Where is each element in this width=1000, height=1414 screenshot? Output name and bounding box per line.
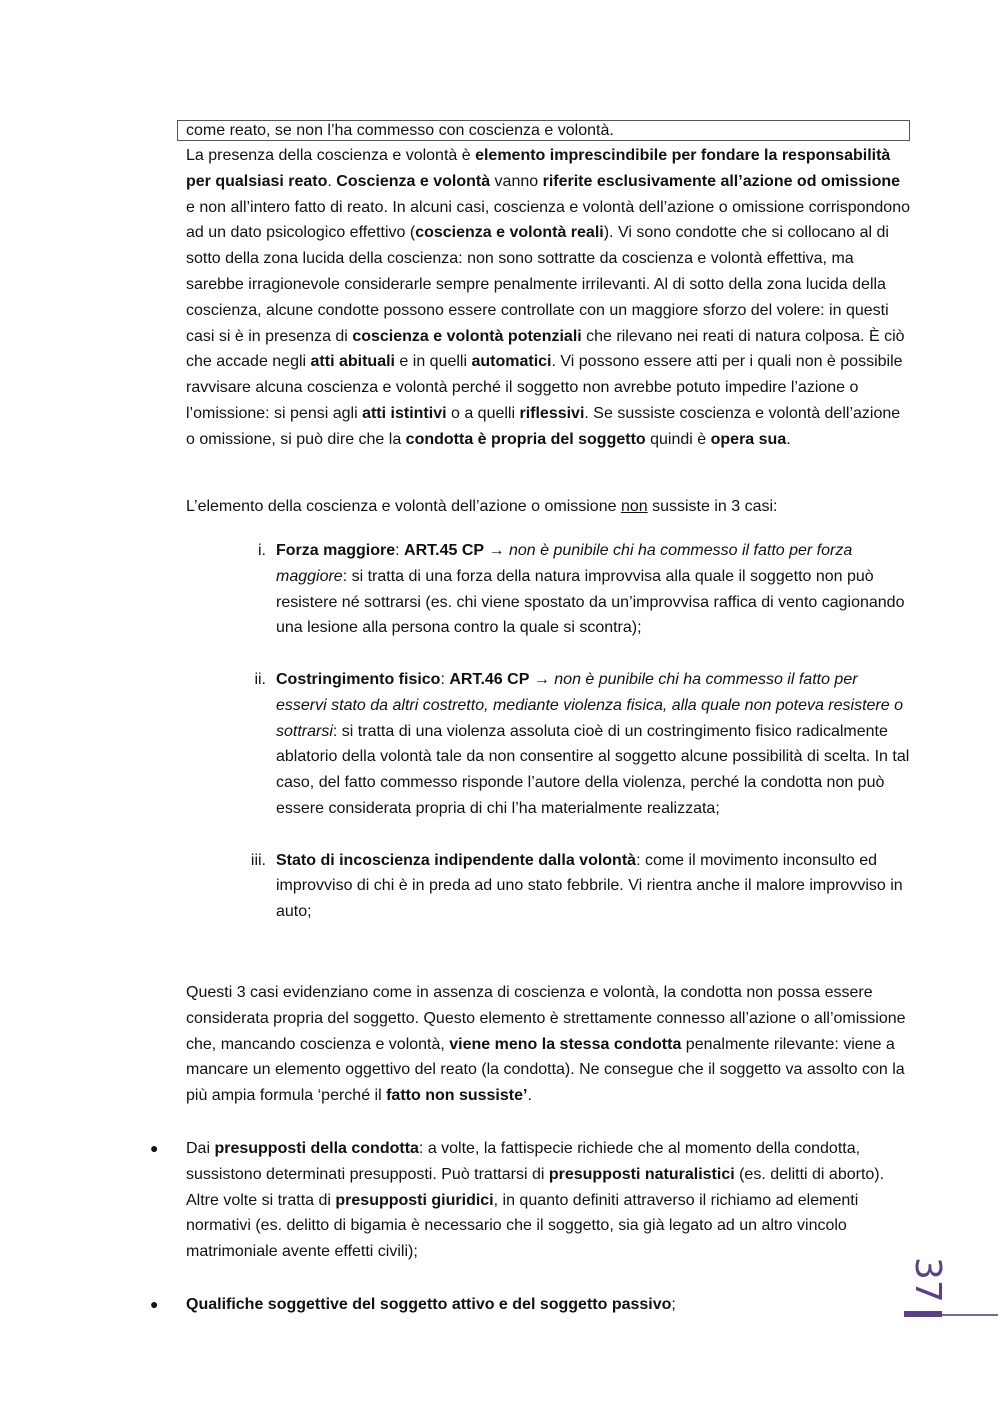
text-run: ; (671, 1296, 676, 1313)
text-run: L’elemento della coscienza e volontà dell’azione o omissione (186, 498, 621, 515)
bold-run: coscienza e volontà reali (415, 224, 604, 242)
case-title: Costringimento fisico (276, 670, 441, 688)
text-run: : a volte, la fattispecie richiede che al momento della condotta, sussistono determinati presupposti. Può trattarsi di (186, 1140, 861, 1183)
bold-run: Qualifiche soggettive del soggetto attivo e del soggetto passivo (186, 1296, 672, 1313)
article-quote: non è punibile chi ha commesso il fatto per forza maggiore (276, 542, 853, 585)
paragraph-tre-casi-intro (186, 494, 910, 520)
list-item-body (276, 848, 910, 925)
paragraph-conclusione (186, 980, 910, 1109)
case-title: Forza maggiore (276, 542, 396, 559)
bold-run: coscienza e volontà potenziali (352, 327, 582, 345)
page-number: 37 (907, 1257, 948, 1303)
top-boxed-line: come reato, se non l’ha commesso con coscienza e volontà. (177, 120, 910, 141)
list-item (186, 848, 910, 925)
text-run: quindi è (645, 430, 711, 448)
list-number: i. (258, 542, 266, 559)
text-run: che rilevano nei reati di natura colposa. È ciò che accade negli (186, 327, 905, 371)
list-number: ii. (254, 670, 266, 688)
text-run: sussiste in 3 casi: (647, 498, 778, 515)
text-run: ). Vi sono condotte che si collocano al di sotto della zona lucida della coscienza: non sono sottratte da coscienza e volontà effettiva, ma sarebbe irragionevole considerarle sempre penalmente irrilevanti. Al di sotto della zona lucida della coscienza, alcune condotte possono essere controllate con un maggiore sforzo del volere: in questi casi si è in presenza di (186, 224, 889, 345)
bold-run: presupposti naturalistici (548, 1165, 735, 1183)
page-number-rule (942, 1314, 998, 1316)
bullet-item-qualifiche (150, 1292, 910, 1318)
text-run: : si tratta di una forza della natura improvvisa alla quale il soggetto non può resistere né sottrarsi (es. chi viene spostato da un’improvvisa raffica di vento cagionando una lesione alla persona contro la quale si scontra); (276, 567, 905, 637)
article-ref: ART.46 CP (449, 670, 530, 688)
bold-run: opera sua (710, 430, 787, 448)
text-run: : (440, 670, 450, 688)
text-run: . Vi possono essere atti per i quali non è possibile ravvisare alcuna coscienza e volontà perché il soggetto non avrebbe potuto impedire l’azione o l’omissione: si pensi agli (186, 353, 903, 422)
text-run: penalmente rilevante: viene a mancare un elemento oggettivo del reato (la condotta). Ne consegue che il soggetto va assolto con la più ampia formula ‘perché il (186, 1035, 905, 1105)
text-run: . (527, 1087, 532, 1105)
article-ref: ART.45 CP (404, 542, 485, 559)
bold-run: atti abituali (310, 353, 395, 371)
text-run: . Se sussiste coscienza e volontà dell’azione o omissione, si può dire che la (186, 404, 901, 448)
text-run: . (786, 430, 791, 448)
bold-run: automatici (471, 353, 552, 371)
text-run: : come il movimento inconsulto ed improvviso di chi è in preda ad uno stato febbrile. Vi rientra anche il malore improvviso in auto; (276, 851, 903, 921)
bold-run: condotta è propria del soggetto (405, 430, 646, 448)
case-title: Stato di incoscienza indipendente dalla volontà (276, 851, 637, 869)
list-item-body (276, 538, 910, 641)
list-item (186, 667, 910, 822)
text-run: o a quelli (446, 404, 520, 422)
bullet-body (186, 1292, 676, 1318)
text-run: La presenza della coscienza e volontà è (186, 147, 476, 164)
text-run: (es. delitti di aborto). Altre volte si tratta di (186, 1165, 885, 1209)
bold-run: presupposti giuridici (335, 1191, 494, 1209)
bold-run: viene meno la stessa condotta (449, 1035, 682, 1053)
text-run: e non all’intero fatto di reato. In alcuni casi, coscienza e volontà dell’azione o omissione corrispondono ad un dato psicologico effettivo ( (186, 198, 910, 242)
text-run: e in quelli (394, 353, 472, 371)
bold-run: fatto non sussiste’ (386, 1087, 528, 1105)
paragraph-coscienza-volonta (186, 143, 910, 453)
text-run: Dai (186, 1140, 215, 1157)
underlined-run: non (620, 498, 648, 515)
list-item-body (276, 667, 910, 822)
bullet-body (186, 1136, 910, 1265)
bold-run: riferite esclusivamente all’azione od omissione (542, 172, 901, 190)
page-number-bar (904, 1311, 942, 1317)
bold-run: riflessivi (519, 404, 585, 422)
bold-run: presupposti della condotta (214, 1140, 419, 1157)
bold-run: Coscienza e volontà (336, 172, 491, 190)
text-run: , in quanto definiti attraverso il richiamo ad elementi normativi (es. delitto di bigamia è necessario che il soggetto, sia già legato ad un altro vincolo matrimoniale avente effetti civili); (186, 1191, 859, 1261)
text-run: : si tratta di una violenza assoluta cioè di un costringimento fisico radicalmente ablatorio della volontà tale da non consentire al soggetto alcune possibilità di scelta. In tal caso, del fatto commesso risponde l’autore della violenza, perché la condotta non può essere considerata propria di chi l’ha materialmente realizzata; (276, 722, 910, 817)
list-item (186, 538, 910, 641)
bold-run: elemento imprescindibile per fondare la responsabilità per qualsiasi reato (186, 147, 891, 190)
text-run: : (395, 542, 405, 559)
text-run: vanno (490, 172, 543, 190)
text-run: . (327, 172, 337, 190)
cases-list (186, 538, 910, 951)
article-quote: non è punibile chi ha commesso il fatto per esservi stato da altri costretto, mediante violenza fisica, alla quale non poteva resistere o sottrarsi (276, 670, 903, 740)
bullet-icon: ● (150, 1296, 159, 1312)
bullet-item-presupposti (150, 1136, 910, 1265)
arrow-icon: → (484, 542, 509, 559)
list-number: iii. (250, 851, 266, 869)
arrow-icon: → (529, 670, 555, 688)
text-run: Questi 3 casi evidenziano come in assenza di coscienza e volontà, la condotta non possa essere considerata propria del soggetto. Questo elemento è strettamente connesso all’azione o all’omissione che, mancando coscienza e volontà, (186, 984, 906, 1053)
bullet-icon: ● (150, 1140, 159, 1156)
bold-run: atti istintivi (362, 404, 447, 422)
